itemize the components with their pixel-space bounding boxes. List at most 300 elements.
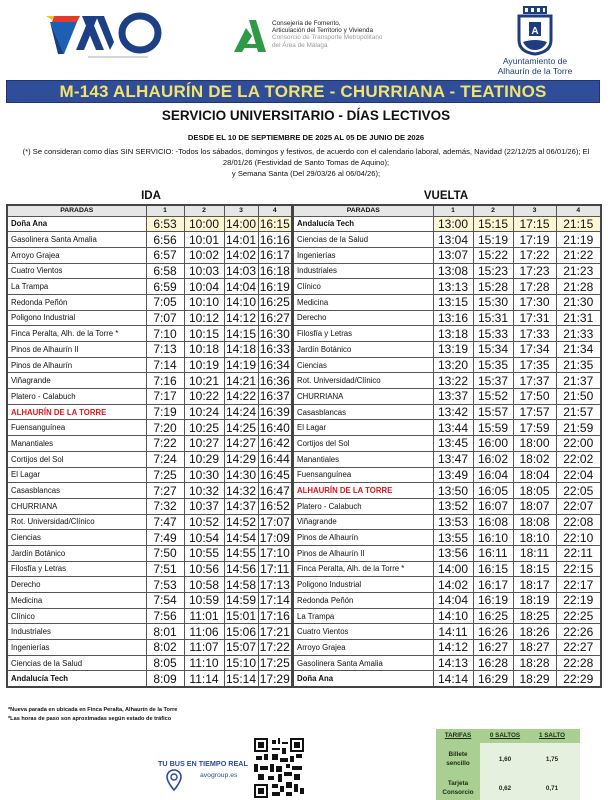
departure-time: 18:15 bbox=[513, 561, 556, 577]
departure-time: 21:33 bbox=[556, 326, 601, 342]
stop-name: Medicina bbox=[7, 593, 146, 609]
fare-row-1-label-b: sencillo bbox=[446, 760, 470, 767]
table-row bbox=[293, 483, 601, 499]
junta-line-2: Articulación del Territorio y Vivienda bbox=[272, 27, 373, 35]
departure-time: 11:06 bbox=[184, 624, 224, 640]
departure-time: 17:13 bbox=[258, 577, 292, 593]
departure-time: 10:29 bbox=[184, 451, 224, 467]
fare-row-2-value-0: 0,62 bbox=[498, 785, 512, 792]
stop-name: La Trampa bbox=[7, 279, 146, 295]
table-row bbox=[7, 498, 292, 514]
fares-header-label: TARIFAS bbox=[444, 732, 472, 739]
departure-time: 15:30 bbox=[473, 294, 513, 310]
departure-time: 14:22 bbox=[225, 389, 257, 404]
departure-time: 16:02 bbox=[473, 451, 513, 467]
departure-time: 18:04 bbox=[513, 467, 556, 483]
departure-time: 18:27 bbox=[513, 640, 556, 656]
departure-time: 13:00 bbox=[433, 216, 473, 232]
departure-time: 13:07 bbox=[433, 247, 473, 263]
avogroup-link[interactable]: avogroup.es bbox=[200, 772, 238, 779]
junta-a-icon bbox=[232, 18, 266, 54]
departure-time: 22:26 bbox=[556, 624, 601, 640]
departure-time: 22:07 bbox=[556, 498, 601, 514]
fare-row-2-label-b: Consorcio bbox=[442, 789, 474, 796]
departure-time: 7:19 bbox=[146, 404, 184, 420]
junta-andalucia-logo bbox=[232, 18, 402, 58]
departure-time: 10:01 bbox=[184, 232, 224, 248]
departure-time: 10:15 bbox=[184, 326, 224, 342]
service-subtitle: SERVICIO UNIVERSITARIO - DÍAS LECTIVOS bbox=[161, 108, 451, 123]
departure-time: 11:14 bbox=[184, 671, 224, 687]
table-row bbox=[293, 326, 601, 342]
departure-time: 14:04 bbox=[225, 279, 257, 294]
departure-time: 16:34 bbox=[258, 357, 292, 373]
departure-time: 17:30 bbox=[513, 294, 556, 310]
stop-name: Fuensanguínea bbox=[7, 420, 146, 436]
departure-time: 7:56 bbox=[146, 608, 184, 624]
departure-time: 10:10 bbox=[184, 294, 224, 310]
vuelta-header-trip-1: 1 bbox=[433, 205, 473, 216]
ida-header-row bbox=[7, 205, 292, 216]
table-row bbox=[7, 342, 292, 358]
departure-time: 7:24 bbox=[146, 451, 184, 467]
departure-time: 14:30 bbox=[225, 467, 257, 482]
departure-time: 18:07 bbox=[513, 498, 556, 514]
table-row bbox=[7, 373, 292, 389]
stop-name: Pinos de Alhaurín II bbox=[293, 545, 433, 561]
stop-name: La Trampa bbox=[293, 608, 433, 624]
departure-time: 7:16 bbox=[146, 373, 184, 389]
departure-time: 13:20 bbox=[433, 357, 473, 373]
vuelta-header-trip-2: 2 bbox=[473, 205, 513, 216]
departure-time: 13:53 bbox=[433, 514, 473, 530]
qr-code-icon[interactable] bbox=[254, 738, 304, 798]
departure-time: 10:27 bbox=[184, 436, 224, 452]
departure-time: 10:03 bbox=[184, 263, 224, 279]
departure-time: 17:21 bbox=[258, 624, 292, 640]
departure-time: 7:05 bbox=[146, 294, 184, 310]
departure-time: 14:32 bbox=[225, 483, 257, 498]
departure-time: 8:02 bbox=[146, 640, 184, 656]
departure-time: 15:59 bbox=[473, 420, 513, 436]
table-row bbox=[293, 514, 601, 530]
departure-time: 16:40 bbox=[258, 420, 292, 436]
departure-time: 16:19 bbox=[473, 593, 513, 609]
fare-row-2-label-a: Tarjeta bbox=[447, 780, 469, 787]
departure-time: 15:28 bbox=[473, 279, 513, 295]
table-row bbox=[293, 342, 601, 358]
departure-time: 7:32 bbox=[146, 498, 184, 514]
departure-time: 8:09 bbox=[146, 671, 184, 687]
departure-time: 10:32 bbox=[184, 483, 224, 499]
departure-time: 16:05 bbox=[473, 483, 513, 499]
table-row bbox=[7, 593, 292, 609]
table-row bbox=[7, 671, 292, 687]
departure-time: 15:10 bbox=[225, 656, 257, 671]
departure-time: 22:25 bbox=[556, 608, 601, 624]
avo-logo bbox=[44, 12, 166, 62]
departure-time: 15:35 bbox=[473, 357, 513, 373]
stop-name: Ciencias bbox=[7, 530, 146, 546]
vuelta-header-trip-3: 3 bbox=[513, 205, 556, 216]
departure-time: 16:10 bbox=[473, 530, 513, 546]
stop-name: Redonda Peñón bbox=[7, 294, 146, 310]
stop-name: Clínico bbox=[7, 608, 146, 624]
departure-time: 10:19 bbox=[184, 357, 224, 373]
stop-name: Viñagrande bbox=[293, 514, 433, 530]
departure-time: 10:00 bbox=[184, 216, 224, 232]
junta-line-4: del Área de Málaga bbox=[272, 41, 328, 49]
table-row bbox=[293, 530, 601, 546]
departure-time: 7:22 bbox=[146, 436, 184, 452]
stop-name: Andalucía Tech bbox=[7, 671, 146, 687]
table-row bbox=[293, 561, 601, 577]
vuelta-header-stops: PARADAS bbox=[293, 205, 433, 216]
departure-time: 22:28 bbox=[556, 655, 601, 671]
departure-time: 13:04 bbox=[433, 232, 473, 248]
departure-time: 11:10 bbox=[184, 655, 224, 671]
stop-name: Pinos de Alhaurín bbox=[293, 530, 433, 546]
departure-time: 10:58 bbox=[184, 577, 224, 593]
departure-time: 22:08 bbox=[556, 514, 601, 530]
departure-time: 13:56 bbox=[433, 545, 473, 561]
stop-name: Cuatro Vientos bbox=[293, 624, 433, 640]
table-row bbox=[293, 247, 601, 263]
ayuntamiento-logo bbox=[485, 4, 585, 82]
table-row bbox=[7, 294, 292, 310]
departure-time: 10:24 bbox=[184, 404, 224, 420]
table-row bbox=[293, 467, 601, 483]
departure-time: 13:22 bbox=[433, 373, 473, 389]
ida-header-trip-4: 4 bbox=[258, 205, 292, 216]
departure-time: 18:00 bbox=[513, 436, 556, 452]
stop-name: Ciencias bbox=[293, 357, 433, 373]
stop-name: Clínico bbox=[293, 279, 433, 295]
departure-time: 16:04 bbox=[473, 467, 513, 483]
table-row bbox=[7, 263, 292, 279]
stop-name: Casasblancas bbox=[7, 483, 146, 499]
departure-time: 7:54 bbox=[146, 593, 184, 609]
departure-time: 15:33 bbox=[473, 326, 513, 342]
departure-time: 7:10 bbox=[146, 326, 184, 342]
departure-time: 14:00 bbox=[433, 561, 473, 577]
table-row bbox=[7, 467, 292, 483]
departure-time: 6:57 bbox=[146, 247, 184, 263]
departure-time: 17:35 bbox=[513, 357, 556, 373]
departure-time: 17:31 bbox=[513, 310, 556, 326]
departure-time: 16:27 bbox=[473, 640, 513, 656]
fare-row-1-label-a: Billete bbox=[448, 751, 468, 758]
table-row bbox=[293, 608, 601, 624]
table-row bbox=[293, 436, 601, 452]
note-line-3: y Semana Santa (Del 29/03/26 al 06/04/26); bbox=[231, 169, 381, 178]
departure-time: 21:31 bbox=[556, 310, 601, 326]
departure-time: 17:34 bbox=[513, 342, 556, 358]
ayuntamiento-line-2: Alhaurín de la Torre bbox=[497, 66, 573, 76]
table-row bbox=[293, 357, 601, 373]
departure-time: 16:28 bbox=[473, 655, 513, 671]
svg-text:A: A bbox=[531, 26, 539, 37]
departure-time: 18:29 bbox=[513, 671, 556, 687]
departure-time: 14:15 bbox=[225, 326, 257, 341]
stop-name: Fuensanguínea bbox=[293, 467, 433, 483]
stop-name: Platero - Calabuch bbox=[293, 498, 433, 514]
departure-time: 16:36 bbox=[258, 373, 292, 389]
table-row bbox=[7, 232, 292, 248]
departure-time: 17:15 bbox=[513, 216, 556, 232]
departure-time: 14:02 bbox=[433, 577, 473, 593]
departure-time: 13:42 bbox=[433, 404, 473, 420]
table-row bbox=[7, 436, 292, 452]
table-row bbox=[293, 655, 601, 671]
departure-time: 7:27 bbox=[146, 483, 184, 499]
departure-time: 7:13 bbox=[146, 342, 184, 358]
departure-time: 21:37 bbox=[556, 373, 601, 389]
stop-name: ALHAURÍN DE LA TORRE bbox=[293, 483, 433, 499]
departure-time: 18:28 bbox=[513, 655, 556, 671]
departure-time: 17:50 bbox=[513, 389, 556, 405]
departure-time: 13:15 bbox=[433, 294, 473, 310]
ida-header-stops: PARADAS bbox=[7, 205, 146, 216]
departure-time: 17:22 bbox=[258, 640, 292, 656]
departure-time: 13:44 bbox=[433, 420, 473, 436]
departure-time: 13:19 bbox=[433, 342, 473, 358]
departure-time: 15:01 bbox=[225, 609, 257, 624]
departure-time: 17:59 bbox=[513, 420, 556, 436]
departure-time: 10:21 bbox=[184, 373, 224, 389]
departure-time: 22:04 bbox=[556, 467, 601, 483]
departure-time: 13:52 bbox=[433, 498, 473, 514]
departure-time: 16:17 bbox=[473, 577, 513, 593]
table-row bbox=[7, 357, 292, 373]
departure-time: 16:47 bbox=[258, 483, 292, 499]
no-service-note bbox=[6, 146, 606, 179]
departure-time: 14:10 bbox=[433, 608, 473, 624]
fare-row-2-value-1: 0,71 bbox=[545, 785, 559, 792]
departure-time: 21:23 bbox=[556, 263, 601, 279]
departure-time: 16:17 bbox=[258, 247, 292, 263]
departure-time: 17:14 bbox=[258, 593, 292, 609]
stop-name: Gasolinera Santa Amalia bbox=[7, 232, 146, 248]
table-row bbox=[293, 420, 601, 436]
table-row bbox=[7, 514, 292, 530]
departure-time: 10:55 bbox=[184, 545, 224, 561]
departure-time: 13:55 bbox=[433, 530, 473, 546]
departure-time: 7:47 bbox=[146, 514, 184, 530]
departure-time: 10:52 bbox=[184, 514, 224, 530]
stop-name: El Lagar bbox=[293, 420, 433, 436]
stop-name: Poligono Industrial bbox=[293, 577, 433, 593]
departure-time: 7:50 bbox=[146, 545, 184, 561]
departure-time: 14:04 bbox=[433, 593, 473, 609]
validity-dates: DESDE EL 10 DE SEPTIEMBRE DE 2025 AL 05 DE JUNIO DE 2026 bbox=[187, 133, 425, 142]
departure-time: 21:57 bbox=[556, 404, 601, 420]
departure-time: 13:47 bbox=[433, 451, 473, 467]
departure-time: 14:54 bbox=[225, 530, 257, 545]
stop-name: Jardín Botánico bbox=[7, 545, 146, 561]
vuelta-header-row bbox=[293, 205, 601, 216]
departure-time: 14:13 bbox=[433, 655, 473, 671]
stop-name: Derecho bbox=[293, 310, 433, 326]
note-line-1: (*) Se consideran como días SIN SERVICIO: -Todos los sábados, domingos y festivos, de acuerdo con el calendario laboral, además, Navidad (22/12/25 al 06/01/26); El bbox=[22, 147, 590, 156]
departure-time: 16:15 bbox=[258, 216, 292, 232]
stop-name: Arroyo Grajea bbox=[293, 640, 433, 656]
table-row bbox=[293, 310, 601, 326]
departure-time: 22:15 bbox=[556, 561, 601, 577]
departure-time: 15:52 bbox=[473, 389, 513, 405]
departure-time: 15:22 bbox=[473, 247, 513, 263]
junta-line-3: Consorcio de Transporte Metropolitano bbox=[272, 34, 383, 42]
departure-time: 17:16 bbox=[258, 608, 292, 624]
departure-time: 18:10 bbox=[513, 530, 556, 546]
table-row bbox=[7, 326, 292, 342]
departure-time: 14:14 bbox=[433, 671, 473, 687]
footnote-2: *Las horas de paso son aproximadas según estado de tráfico bbox=[8, 716, 172, 722]
departure-time: 21:50 bbox=[556, 389, 601, 405]
departure-time: 18:17 bbox=[513, 577, 556, 593]
departure-time: 18:02 bbox=[513, 451, 556, 467]
departure-time: 14:11 bbox=[433, 624, 473, 640]
fare-row-1-value-1: 1,75 bbox=[545, 756, 559, 763]
departure-time: 18:11 bbox=[513, 545, 556, 561]
departure-time: 7:14 bbox=[146, 357, 184, 373]
stop-name: Derecho bbox=[7, 577, 146, 593]
table-row bbox=[293, 263, 601, 279]
departure-time: 16:39 bbox=[258, 404, 292, 420]
departure-time: 13:08 bbox=[433, 263, 473, 279]
fares-header-1-salto: 1 SALTO bbox=[538, 732, 565, 739]
departure-time: 21:34 bbox=[556, 342, 601, 358]
departure-time: 7:25 bbox=[146, 467, 184, 483]
departure-time: 14:12 bbox=[433, 640, 473, 656]
stop-name: Ingenierías bbox=[7, 640, 146, 656]
table-row bbox=[7, 420, 292, 436]
vuelta-title: VUELTA bbox=[423, 190, 469, 202]
vuelta-header-trip-4: 4 bbox=[556, 205, 601, 216]
stop-name: Filosfía y Letras bbox=[7, 561, 146, 577]
stop-name: Casasblancas bbox=[293, 404, 433, 420]
departure-time: 10:12 bbox=[184, 310, 224, 326]
departure-time: 10:30 bbox=[184, 467, 224, 483]
stop-name: Medicina bbox=[293, 294, 433, 310]
stop-name: Cortijos del Sol bbox=[7, 451, 146, 467]
departure-time: 14:24 bbox=[225, 405, 257, 420]
coat-of-arms-icon bbox=[515, 4, 555, 56]
ida-header-trip-1: 1 bbox=[146, 205, 184, 216]
departure-time: 14:25 bbox=[225, 420, 257, 435]
departure-time: 10:22 bbox=[184, 389, 224, 405]
departure-time: 6:56 bbox=[146, 232, 184, 248]
table-row bbox=[7, 216, 292, 232]
departure-time: 15:15 bbox=[473, 216, 513, 232]
departure-time: 14:10 bbox=[225, 295, 257, 310]
stop-name: CHURRIANA bbox=[7, 498, 146, 514]
table-row bbox=[293, 640, 601, 656]
ida-header-trip-3: 3 bbox=[224, 205, 258, 216]
stop-name: Doña Ana bbox=[7, 216, 146, 232]
table-row bbox=[293, 451, 601, 467]
departure-time: 22:00 bbox=[556, 436, 601, 452]
stop-name: Pinos de Alhaurín II bbox=[7, 342, 146, 358]
departure-time: 14:29 bbox=[225, 452, 257, 467]
route-title-banner: M-143 ALHAURÍN DE LA TORRE - CHURRIANA - TEATINOS bbox=[6, 80, 600, 103]
departure-time: 17:25 bbox=[258, 655, 292, 671]
departure-time: 10:56 bbox=[184, 561, 224, 577]
departure-time: 16:15 bbox=[473, 561, 513, 577]
departure-time: 14:18 bbox=[225, 342, 257, 357]
table-row bbox=[7, 655, 292, 671]
departure-time: 18:25 bbox=[513, 608, 556, 624]
fares-table bbox=[436, 729, 580, 800]
departure-time: 8:01 bbox=[146, 624, 184, 640]
avo-logo-icon bbox=[44, 12, 166, 62]
departure-time: 11:01 bbox=[184, 608, 224, 624]
ida-title: IDA bbox=[141, 190, 161, 202]
fares-header-0-saltos: 0 SALTOS bbox=[489, 732, 521, 739]
departure-time: 7:17 bbox=[146, 389, 184, 405]
stop-name: Viñagrande bbox=[7, 373, 146, 389]
table-row bbox=[293, 232, 601, 248]
departure-time: 21:28 bbox=[556, 279, 601, 295]
departure-time: 13:50 bbox=[433, 483, 473, 499]
stop-name: Cuatro Vientos bbox=[7, 263, 146, 279]
departure-time: 15:14 bbox=[225, 671, 257, 686]
departure-time: 17:07 bbox=[258, 514, 292, 530]
table-row bbox=[293, 545, 601, 561]
table-row bbox=[7, 404, 292, 420]
departure-time: 16:37 bbox=[258, 389, 292, 405]
departure-time: 21:22 bbox=[556, 247, 601, 263]
departure-time: 14:21 bbox=[225, 373, 257, 388]
departure-time: 10:37 bbox=[184, 498, 224, 514]
departure-time: 10:59 bbox=[184, 593, 224, 609]
departure-time: 14:55 bbox=[225, 546, 257, 561]
departure-time: 22:11 bbox=[556, 545, 601, 561]
departure-time: 16:26 bbox=[473, 624, 513, 640]
stop-name: Filosfía y Letras bbox=[293, 326, 433, 342]
departure-time: 16:30 bbox=[258, 326, 292, 342]
stop-name: Finca Peralta, Alh. de la Torre * bbox=[293, 561, 433, 577]
stop-name: Ciencias de la Salud bbox=[293, 232, 433, 248]
departure-time: 16:27 bbox=[258, 310, 292, 326]
departure-time: 22:29 bbox=[556, 671, 601, 687]
departure-time: 16:44 bbox=[258, 451, 292, 467]
departure-time: 14:58 bbox=[225, 577, 257, 592]
stop-name: Andalucía Tech bbox=[293, 216, 433, 232]
departure-time: 16:45 bbox=[258, 467, 292, 483]
departure-time: 7:20 bbox=[146, 420, 184, 436]
stop-name: CHURRIANA bbox=[293, 389, 433, 405]
departure-time: 17:09 bbox=[258, 530, 292, 546]
junta-line-1: Consejería de Fomento, bbox=[272, 20, 341, 27]
stop-name: ALHAURÍN DE LA TORRE bbox=[7, 404, 146, 420]
departure-time: 15:06 bbox=[225, 624, 257, 639]
departure-time: 7:49 bbox=[146, 530, 184, 546]
departure-time: 16:29 bbox=[473, 671, 513, 687]
departure-time: 11:07 bbox=[184, 640, 224, 656]
table-row bbox=[7, 389, 292, 405]
stop-name: Jardín Botánico bbox=[293, 342, 433, 358]
departure-time: 16:07 bbox=[473, 498, 513, 514]
departure-time: 22:10 bbox=[556, 530, 601, 546]
departure-time: 14:00 bbox=[225, 216, 257, 231]
departure-time: 16:11 bbox=[473, 545, 513, 561]
fare-row-1-value-0: 1,60 bbox=[498, 756, 512, 763]
stop-name: Manantiales bbox=[293, 451, 433, 467]
table-row bbox=[7, 577, 292, 593]
footnote-1: *Nueva parada en ubicada en Finca Peralta, Alhaurín de la Torre bbox=[8, 707, 178, 713]
departure-time: 13:18 bbox=[433, 326, 473, 342]
